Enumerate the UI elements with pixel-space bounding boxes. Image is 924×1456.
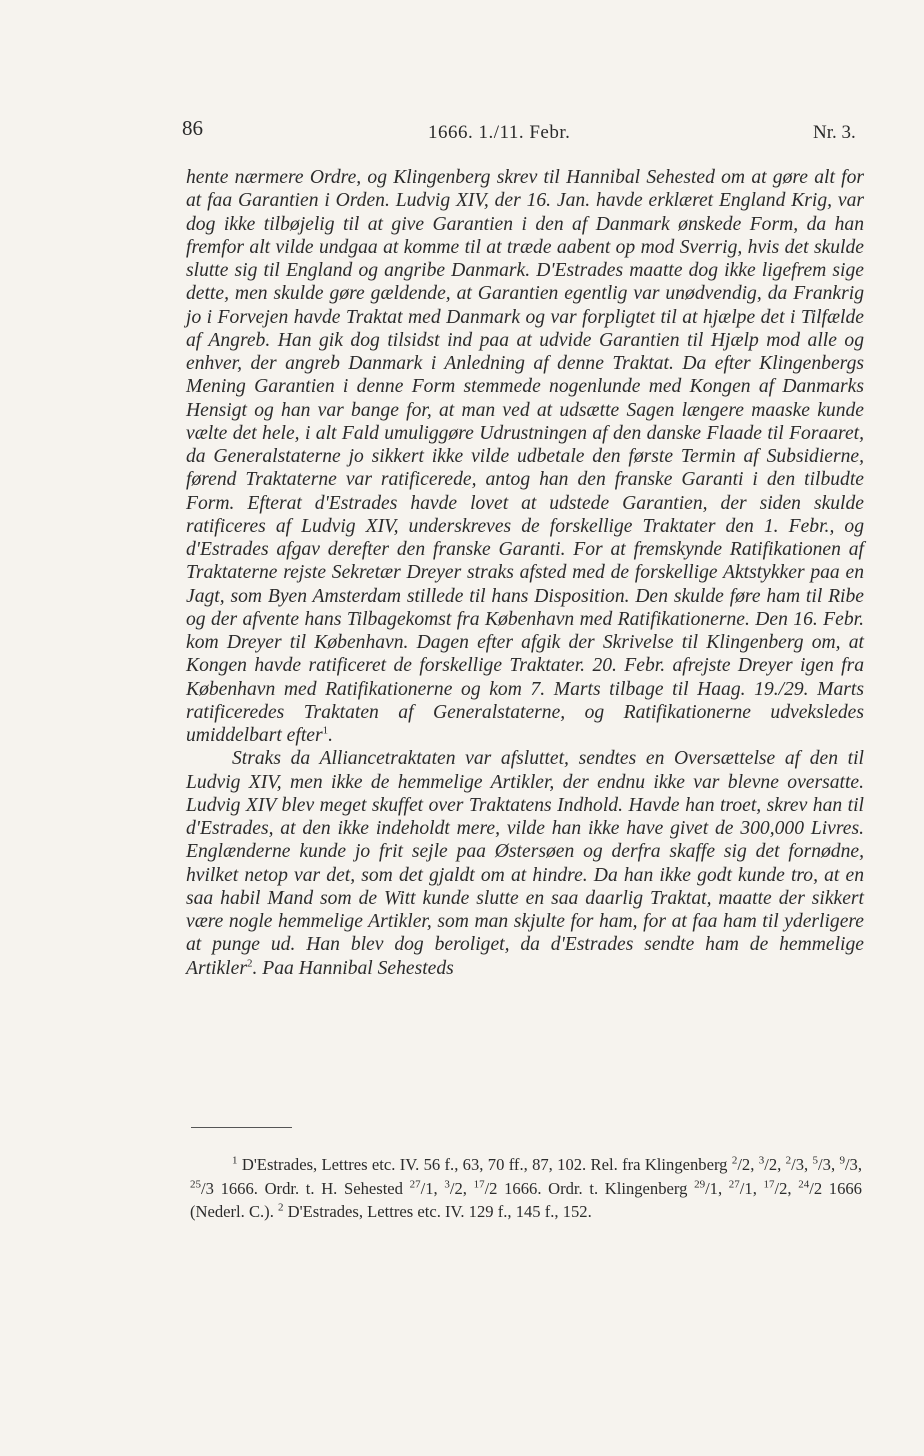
footnote-divider	[191, 1127, 292, 1128]
footnote-text: 1666. Ordr. t. H. Sehested	[213, 1178, 410, 1198]
fraction-den: /2,	[764, 1155, 786, 1174]
fraction-den: /3	[201, 1178, 214, 1198]
fraction-num: 27	[409, 1177, 421, 1190]
running-header	[0, 110, 924, 150]
fraction-den: /1,	[705, 1178, 729, 1198]
paragraph-text: Straks da Alliancetraktaten var afsluttet, sendtes en Oversættelse af den til Ludvig XIV, men ikke de hemmelige Artikler, der endnu ikke var blevne oversatte. Ludvig XIV blev meget skuffet over Traktatens Indhold. Havde han troet, skrev han til d'Estrades, at den ikke indeholdt mere, vilde han ikke have givet de 300,000 Livres. Englænderne kunde jo frit sejle paa Østersøen og derfra skaffe sig det fornødne, hvilket netop var det, som det gjaldt om at hindre. Da han ikke godt kunde tro, at en saa habil Mand som de Witt kunde slutte en saa daarlig Traktat, maatte der sikkert være nogle hemmelige Artikler, som man skjulte for ham, for at faa ham til yderligere at punge ud. Han blev dog beroliget, da d'Estrades sendte ham de hemmelige Artikler	[186, 748, 864, 979]
fraction-den: /2,	[449, 1178, 474, 1198]
paragraph	[186, 747, 864, 980]
paragraph-text: .	[328, 725, 333, 746]
fraction-num: 2	[731, 1154, 738, 1167]
fraction-num: 9	[839, 1154, 845, 1167]
footnote-ref: 2	[246, 956, 253, 969]
fraction-num: 2	[785, 1154, 792, 1167]
footnote	[190, 1153, 862, 1224]
header-date: 1666. 1./11. Febr.	[428, 122, 571, 143]
footnote-ref: 1	[322, 724, 329, 737]
footnote-text: D'Estrades, Lettres etc. IV. 129 f., 145 f., 152.	[283, 1202, 592, 1221]
page-number: 86	[182, 116, 203, 140]
footnote-text: 1666. Ordr. t. Klingenberg	[497, 1178, 695, 1198]
fraction-den: /3,	[818, 1155, 840, 1174]
paragraph-text: . Paa Hannibal Sehesteds	[252, 957, 454, 979]
footnote-mark: 2	[278, 1201, 284, 1214]
footnote-text: D'Estrades, Lettres etc. IV. 56 f., 63, 70 ff., 87, 102. Rel. fra Klingenberg	[237, 1155, 732, 1174]
footnotes	[190, 1153, 862, 1224]
fraction-den: /2,	[737, 1155, 759, 1174]
fraction-num: 17	[473, 1177, 485, 1190]
fraction-den: /2	[484, 1178, 498, 1198]
footnote-mark: 1	[232, 1154, 238, 1167]
document-number: Nr. 3.	[813, 122, 856, 143]
fraction-den: /1,	[739, 1178, 764, 1198]
main-text	[186, 166, 864, 980]
fraction-num: 3	[444, 1177, 450, 1190]
fraction-num: 3	[758, 1154, 765, 1167]
paragraph-text: hente nærmere Ordre, og Klingenberg skrev til Hannibal Sehested om at gøre alt for at faa Garantien i Orden. Ludvig XIV, der 16. Jan. havde erklæret England Krig, var dog ikke tilbøjelig til at give Garantien i den af Danmark ønskede Form, da han fremfor alt vilde undgaa at komme til at træde aabent op mod Sverrig, hvis det skulde slutte sig til England og angribe Danmark. D'Estrades maatte dog ikke ligefrem sige dette, men skulde gøre gældende, at Garantien egentlig var unødvendig, da Frankrig jo i Forvejen havde Traktat med Danmark og var forpligtet til at hjælpe det i Tilfælde af Angreb. Han gik dog tilsidst ind paa at udvide Garantien til Hjælp mod alle og enhver, der angreb Danmark i Anledning af denne Traktat. Da efter Klingenbergs Mening Garantien i denne Form stemmede nogenlunde med Kongen af Danmarks Hensigt og han var bange for, at man ved at udsætte Sagen længere maaske kunde vælte det hele, i alt Fald umuliggøre Udrustningen af den danske Flaade til Foraaret, da Generalstaterne jo sikkert ikke vilde udbetale den første Termin af Subsidierne, førend Traktaterne var ratificerede, antog han den franske Garanti i den tilbudte Form. Efterat d'Estrades havde lovet at udstede Garantien, der siden skulde ratificeres af Ludvig XIV, underskreves de forskellige Traktater den 1. Febr., og d'Estrades afgav derefter den franske Garanti. For at fremskynde Ratifikationen af Traktaterne rejste Sekretær Dreyer straks afsted med de forskellige Aktstykker paa en Jagt, som Byen Amsterdam stillede til hans Disposition. Den skulde føre ham til Ribe og der afvente hans Tilbagekomst fra København med Ratifikationerne. Den 16. Febr. kom Dreyer til København. Dagen efter afgik der Skrivelse til Klingenberg om, at Kongen havde ratificeret de forskellige Traktater. 20. Febr. afrejste Dreyer igen fra København med Ratifikationerne og kom 7. Marts tilbage til Haag. 19./29. Marts ratificeredes Traktaten af Generalstaterne, og Ratifikationerne udveksledes umiddelbart efter	[186, 167, 864, 746]
fraction-num: 5	[812, 1154, 819, 1167]
fraction-num: 29	[694, 1177, 706, 1190]
fraction-den: /1,	[420, 1178, 445, 1198]
fraction-den: /2	[809, 1178, 823, 1198]
fraction-den: /3,	[844, 1155, 862, 1174]
paragraph	[186, 166, 864, 747]
fraction-num: 17	[763, 1177, 775, 1190]
fraction-num: 25	[190, 1177, 201, 1190]
footnote-text: 1666 (Nederl. C.).	[190, 1178, 862, 1221]
fraction-num: 24	[798, 1177, 810, 1190]
fraction-num: 27	[728, 1177, 740, 1190]
fraction-den: /3,	[791, 1155, 813, 1174]
fraction-den: /2,	[774, 1178, 799, 1198]
